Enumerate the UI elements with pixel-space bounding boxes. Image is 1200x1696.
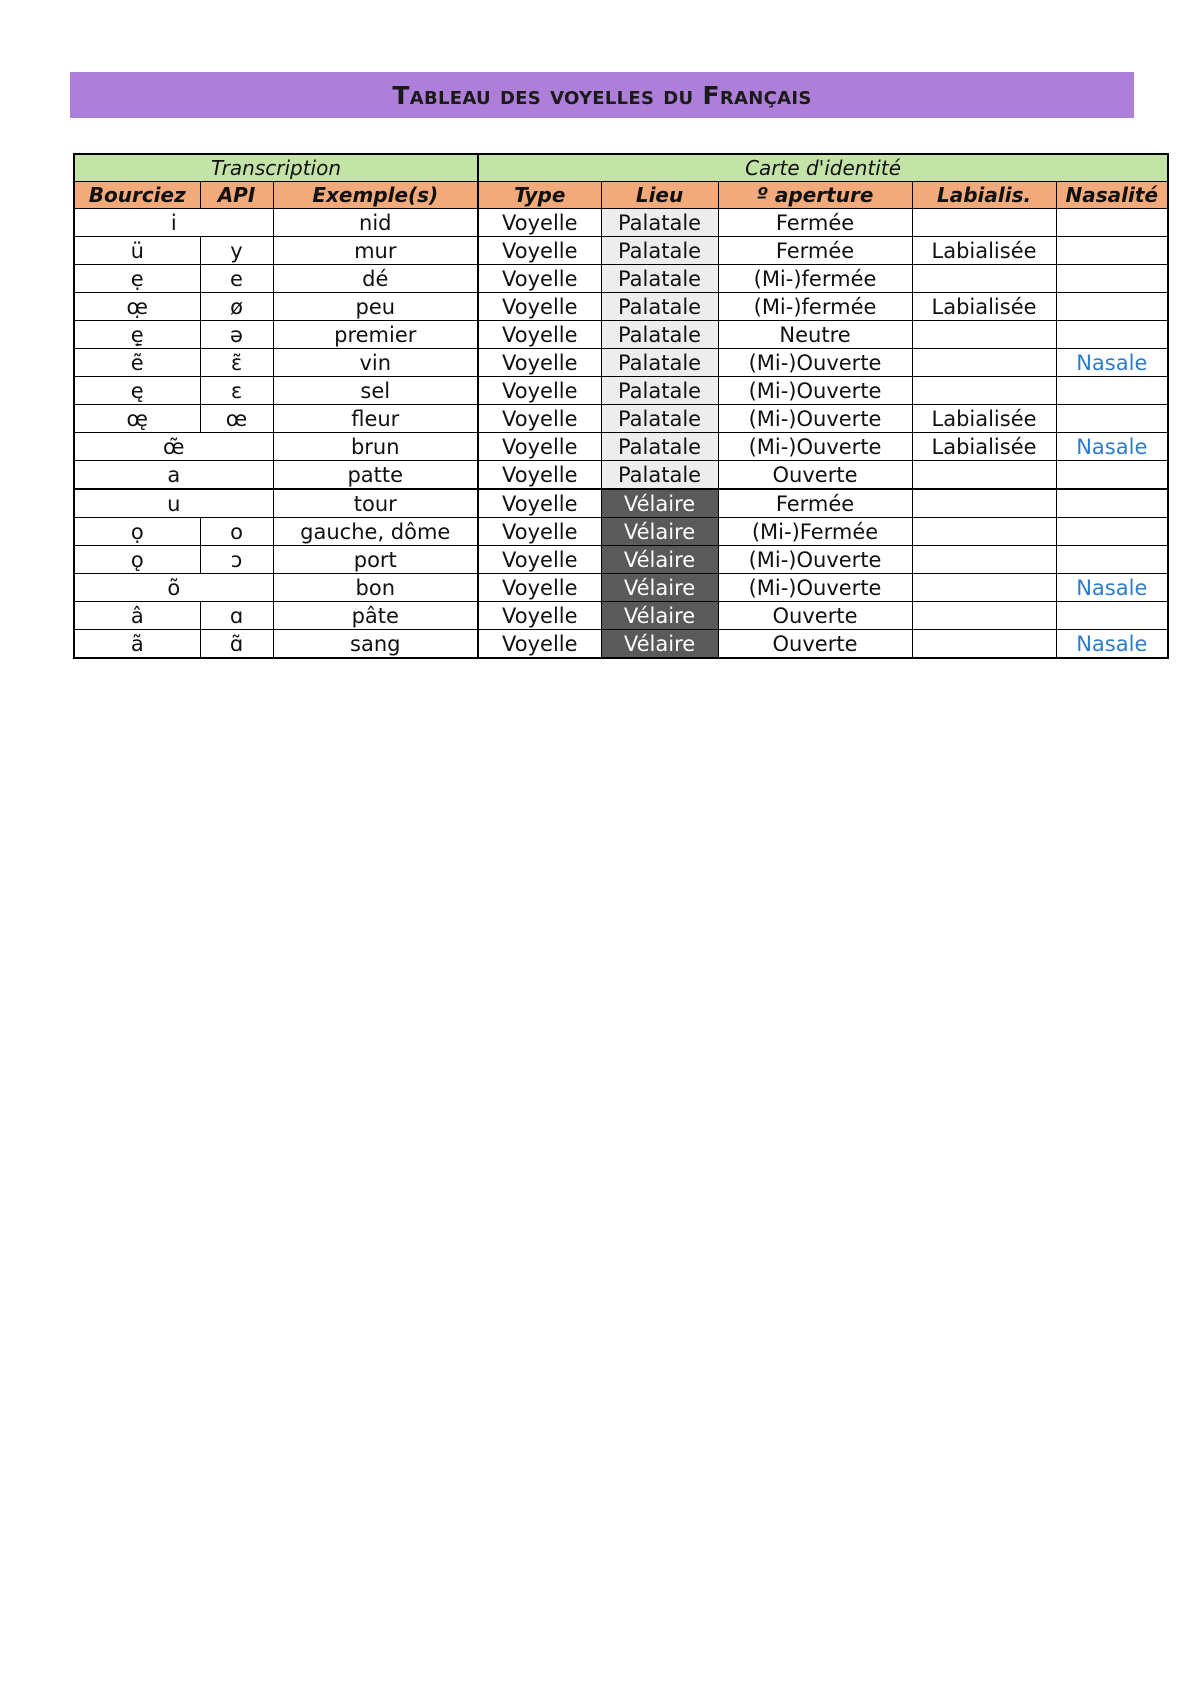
cell-labialis bbox=[912, 602, 1056, 630]
cell-labialis: Labialisée bbox=[912, 237, 1056, 265]
cell-lieu: Palatale bbox=[601, 237, 718, 265]
table-row bbox=[74, 349, 1168, 377]
cell-nasalite bbox=[1056, 405, 1168, 433]
cell-exemple: mur bbox=[273, 237, 478, 265]
cell-labialis bbox=[912, 377, 1056, 405]
cell-api: ɑ bbox=[200, 602, 273, 630]
cell-labialis bbox=[912, 630, 1056, 659]
cell-bourciez: ọ bbox=[74, 518, 200, 546]
cell-lieu: Vélaire bbox=[601, 489, 718, 518]
cell-nasalite bbox=[1056, 265, 1168, 293]
cell-api: ə bbox=[200, 321, 273, 349]
cell-type: Voyelle bbox=[478, 602, 601, 630]
cell-exemple: fleur bbox=[273, 405, 478, 433]
table-row bbox=[74, 602, 1168, 630]
cell-type: Voyelle bbox=[478, 321, 601, 349]
page-title: Tableau des voyelles du Français bbox=[392, 80, 812, 110]
cell-lieu: Vélaire bbox=[601, 630, 718, 659]
table-row bbox=[74, 630, 1168, 659]
cell-aperture: Ouverte bbox=[718, 461, 912, 490]
cell-lieu: Vélaire bbox=[601, 546, 718, 574]
cell-api: ɛ bbox=[200, 377, 273, 405]
cell-type: Voyelle bbox=[478, 209, 601, 237]
cell-type: Voyelle bbox=[478, 489, 601, 518]
table-row bbox=[74, 546, 1168, 574]
group-header-identite: Carte d'identité bbox=[478, 154, 1168, 182]
cell-exemple: port bbox=[273, 546, 478, 574]
cell-bourciez: œ̣ bbox=[74, 293, 200, 321]
cell-exemple: gauche, dôme bbox=[273, 518, 478, 546]
cell-aperture: (Mi-)fermée bbox=[718, 293, 912, 321]
cell-type: Voyelle bbox=[478, 630, 601, 659]
table-row bbox=[74, 518, 1168, 546]
cell-nasalite: Nasale bbox=[1056, 349, 1168, 377]
cell-type: Voyelle bbox=[478, 377, 601, 405]
cell-lieu: Palatale bbox=[601, 265, 718, 293]
cell-api: y bbox=[200, 237, 273, 265]
cell-exemple: premier bbox=[273, 321, 478, 349]
cell-aperture: Neutre bbox=[718, 321, 912, 349]
col-header-aperture: º aperture bbox=[718, 182, 912, 209]
cell-nasalite: Nasale bbox=[1056, 433, 1168, 461]
cell-nasalite bbox=[1056, 377, 1168, 405]
cell-lieu: Vélaire bbox=[601, 574, 718, 602]
table-row bbox=[74, 237, 1168, 265]
cell-nasalite bbox=[1056, 237, 1168, 265]
cell-type: Voyelle bbox=[478, 405, 601, 433]
cell-bourciez: â bbox=[74, 602, 200, 630]
cell-type: Voyelle bbox=[478, 349, 601, 377]
cell-aperture: (Mi-)Ouverte bbox=[718, 433, 912, 461]
cell-labialis bbox=[912, 209, 1056, 237]
col-header-labialis: Labialis. bbox=[912, 182, 1056, 209]
cell-lieu: Palatale bbox=[601, 349, 718, 377]
cell-nasalite: Nasale bbox=[1056, 574, 1168, 602]
cell-nasalite bbox=[1056, 209, 1168, 237]
cell-aperture: Ouverte bbox=[718, 602, 912, 630]
cell-nasalite bbox=[1056, 518, 1168, 546]
cell-exemple: pâte bbox=[273, 602, 478, 630]
cell-labialis bbox=[912, 489, 1056, 518]
cell-aperture: (Mi-)Ouverte bbox=[718, 546, 912, 574]
cell-exemple: sel bbox=[273, 377, 478, 405]
cell-labialis bbox=[912, 546, 1056, 574]
cell-bourciez: ǫ bbox=[74, 546, 200, 574]
table-row bbox=[74, 265, 1168, 293]
cell-aperture: (Mi-)Ouverte bbox=[718, 405, 912, 433]
cell-lieu: Palatale bbox=[601, 461, 718, 490]
cell-type: Voyelle bbox=[478, 433, 601, 461]
cell-labialis: Labialisée bbox=[912, 433, 1056, 461]
cell-exemple: nid bbox=[273, 209, 478, 237]
cell-nasalite bbox=[1056, 461, 1168, 490]
title-banner bbox=[70, 72, 1134, 118]
cell-aperture: (Mi-)Fermée bbox=[718, 518, 912, 546]
cell-labialis: Labialisée bbox=[912, 405, 1056, 433]
cell-aperture: Fermée bbox=[718, 209, 912, 237]
cell-type: Voyelle bbox=[478, 237, 601, 265]
cell-nasalite: Nasale bbox=[1056, 630, 1168, 659]
cell-api: e bbox=[200, 265, 273, 293]
cell-nasalite bbox=[1056, 546, 1168, 574]
cell-lieu: Palatale bbox=[601, 377, 718, 405]
cell-labialis: Labialisée bbox=[912, 293, 1056, 321]
cell-type: Voyelle bbox=[478, 461, 601, 490]
cell-nasalite bbox=[1056, 321, 1168, 349]
col-header-lieu: Lieu bbox=[601, 182, 718, 209]
cell-bourciez: i bbox=[74, 209, 273, 237]
cell-labialis bbox=[912, 349, 1056, 377]
cell-bourciez: ẹ̱ bbox=[74, 321, 200, 349]
cell-api: œ bbox=[200, 405, 273, 433]
cell-exemple: brun bbox=[273, 433, 478, 461]
cell-exemple: sang bbox=[273, 630, 478, 659]
group-header-transcription: Transcription bbox=[74, 154, 478, 182]
cell-exemple: patte bbox=[273, 461, 478, 490]
table-row bbox=[74, 489, 1168, 518]
cell-api: ɑ̃ bbox=[200, 630, 273, 659]
cell-exemple: dé bbox=[273, 265, 478, 293]
cell-labialis bbox=[912, 574, 1056, 602]
cell-exemple: bon bbox=[273, 574, 478, 602]
table-row bbox=[74, 433, 1168, 461]
cell-lieu: Vélaire bbox=[601, 518, 718, 546]
table-row bbox=[74, 321, 1168, 349]
col-header-nasalite: Nasalité bbox=[1056, 182, 1168, 209]
cell-aperture: (Mi-)Ouverte bbox=[718, 349, 912, 377]
cell-labialis bbox=[912, 518, 1056, 546]
cell-aperture: (Mi-)fermée bbox=[718, 265, 912, 293]
cell-aperture: Fermée bbox=[718, 237, 912, 265]
cell-labialis bbox=[912, 321, 1056, 349]
cell-bourciez: ẽ bbox=[74, 349, 200, 377]
cell-api: ɛ̃ bbox=[200, 349, 273, 377]
cell-api: ø bbox=[200, 293, 273, 321]
cell-lieu: Palatale bbox=[601, 433, 718, 461]
cell-bourciez: ę bbox=[74, 377, 200, 405]
cell-lieu: Vélaire bbox=[601, 602, 718, 630]
cell-aperture: Ouverte bbox=[718, 630, 912, 659]
cell-api: o bbox=[200, 518, 273, 546]
cell-exemple: tour bbox=[273, 489, 478, 518]
cell-bourciez: œ̨ bbox=[74, 405, 200, 433]
cell-lieu: Palatale bbox=[601, 321, 718, 349]
table-row bbox=[74, 574, 1168, 602]
cell-aperture: (Mi-)Ouverte bbox=[718, 574, 912, 602]
col-header-bourciez: Bourciez bbox=[74, 182, 200, 209]
table-row bbox=[74, 461, 1168, 490]
cell-bourciez: u bbox=[74, 489, 273, 518]
cell-nasalite bbox=[1056, 489, 1168, 518]
cell-api: ɔ bbox=[200, 546, 273, 574]
cell-labialis bbox=[912, 265, 1056, 293]
cell-labialis bbox=[912, 461, 1056, 490]
cell-bourciez: a bbox=[74, 461, 273, 490]
table-row bbox=[74, 405, 1168, 433]
col-header-exemples: Exemple(s) bbox=[273, 182, 478, 209]
cell-type: Voyelle bbox=[478, 546, 601, 574]
cell-type: Voyelle bbox=[478, 574, 601, 602]
cell-aperture: Fermée bbox=[718, 489, 912, 518]
vowel-table bbox=[73, 153, 1169, 659]
cell-bourciez: ã bbox=[74, 630, 200, 659]
column-header-row bbox=[74, 182, 1168, 209]
col-header-type: Type bbox=[478, 182, 601, 209]
cell-exemple: vin bbox=[273, 349, 478, 377]
cell-bourciez: œ̃ bbox=[74, 433, 273, 461]
cell-nasalite bbox=[1056, 293, 1168, 321]
cell-bourciez: ẹ bbox=[74, 265, 200, 293]
table-row bbox=[74, 377, 1168, 405]
cell-bourciez: õ bbox=[74, 574, 273, 602]
cell-lieu: Palatale bbox=[601, 209, 718, 237]
table-row bbox=[74, 209, 1168, 237]
col-header-api: API bbox=[200, 182, 273, 209]
group-header-row bbox=[74, 154, 1168, 182]
cell-exemple: peu bbox=[273, 293, 478, 321]
table-row bbox=[74, 293, 1168, 321]
cell-lieu: Palatale bbox=[601, 405, 718, 433]
cell-aperture: (Mi-)Ouverte bbox=[718, 377, 912, 405]
cell-lieu: Palatale bbox=[601, 293, 718, 321]
cell-type: Voyelle bbox=[478, 518, 601, 546]
cell-nasalite bbox=[1056, 602, 1168, 630]
cell-type: Voyelle bbox=[478, 293, 601, 321]
cell-type: Voyelle bbox=[478, 265, 601, 293]
cell-bourciez: ü bbox=[74, 237, 200, 265]
